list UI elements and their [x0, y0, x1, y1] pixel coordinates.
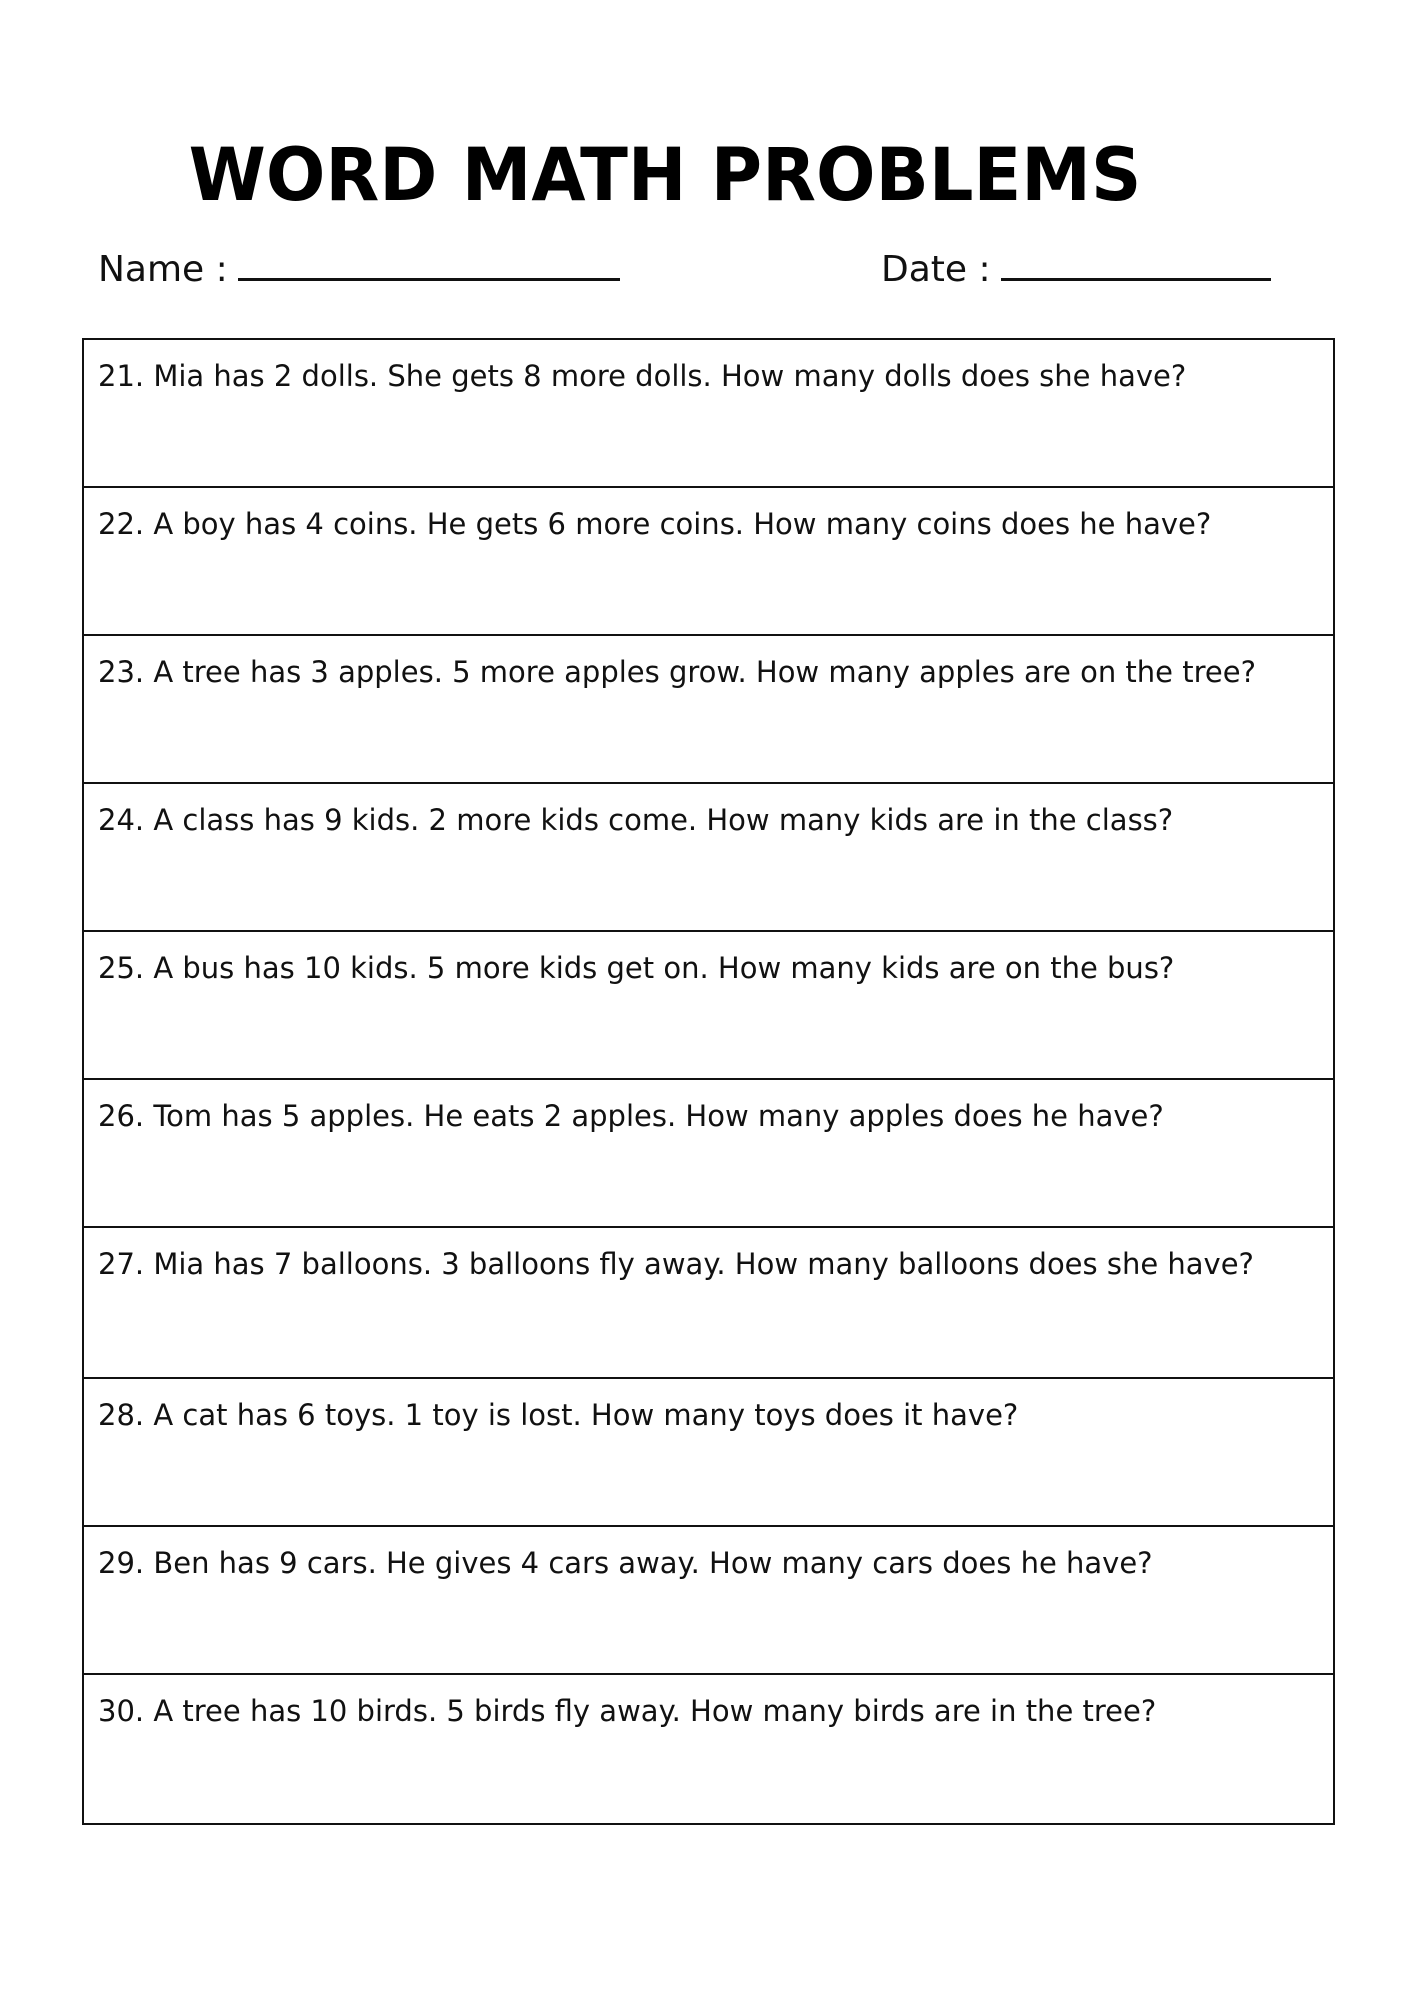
problem-row: 23. A tree has 3 apples. 5 more apples grow. How many apples are on the tree? [84, 636, 1333, 784]
problem-row: 26. Tom has 5 apples. He eats 2 apples. How many apples does he have? [84, 1080, 1333, 1228]
name-field [98, 248, 620, 290]
problem-row: 24. A class has 9 kids. 2 more kids come. How many kids are in the class? [84, 784, 1333, 932]
problem-row: 30. A tree has 10 birds. 5 birds fly away. How many birds are in the tree? [98, 1694, 1157, 1728]
date-field [881, 248, 1271, 290]
date-label: Date : [881, 249, 991, 290]
date-blank-line[interactable] [1001, 248, 1271, 281]
problem-row: 21. Mia has 2 dolls. She gets 8 more dolls. How many dolls does she have? [84, 340, 1333, 488]
problem-list [82, 338, 1335, 1825]
problem-row: 27. Mia has 7 balloons. 3 balloons fly away. How many balloons does she have? [84, 1228, 1333, 1379]
name-label: Name : [98, 249, 228, 290]
problem-row: 25. A bus has 10 kids. 5 more kids get on. How many kids are on the bus? [84, 932, 1333, 1080]
problem-row: 28. A cat has 6 toys. 1 toy is lost. How many toys does it have? [84, 1379, 1333, 1527]
problem-row: 29. Ben has 9 cars. He gives 4 cars away. How many cars does he have? [84, 1527, 1333, 1675]
name-blank-line[interactable] [238, 248, 620, 281]
problem-row: 22. A boy has 4 coins. He gets 6 more coins. How many coins does he have? [84, 488, 1333, 636]
page-title: WORD MATH PROBLEMS [188, 131, 1142, 219]
